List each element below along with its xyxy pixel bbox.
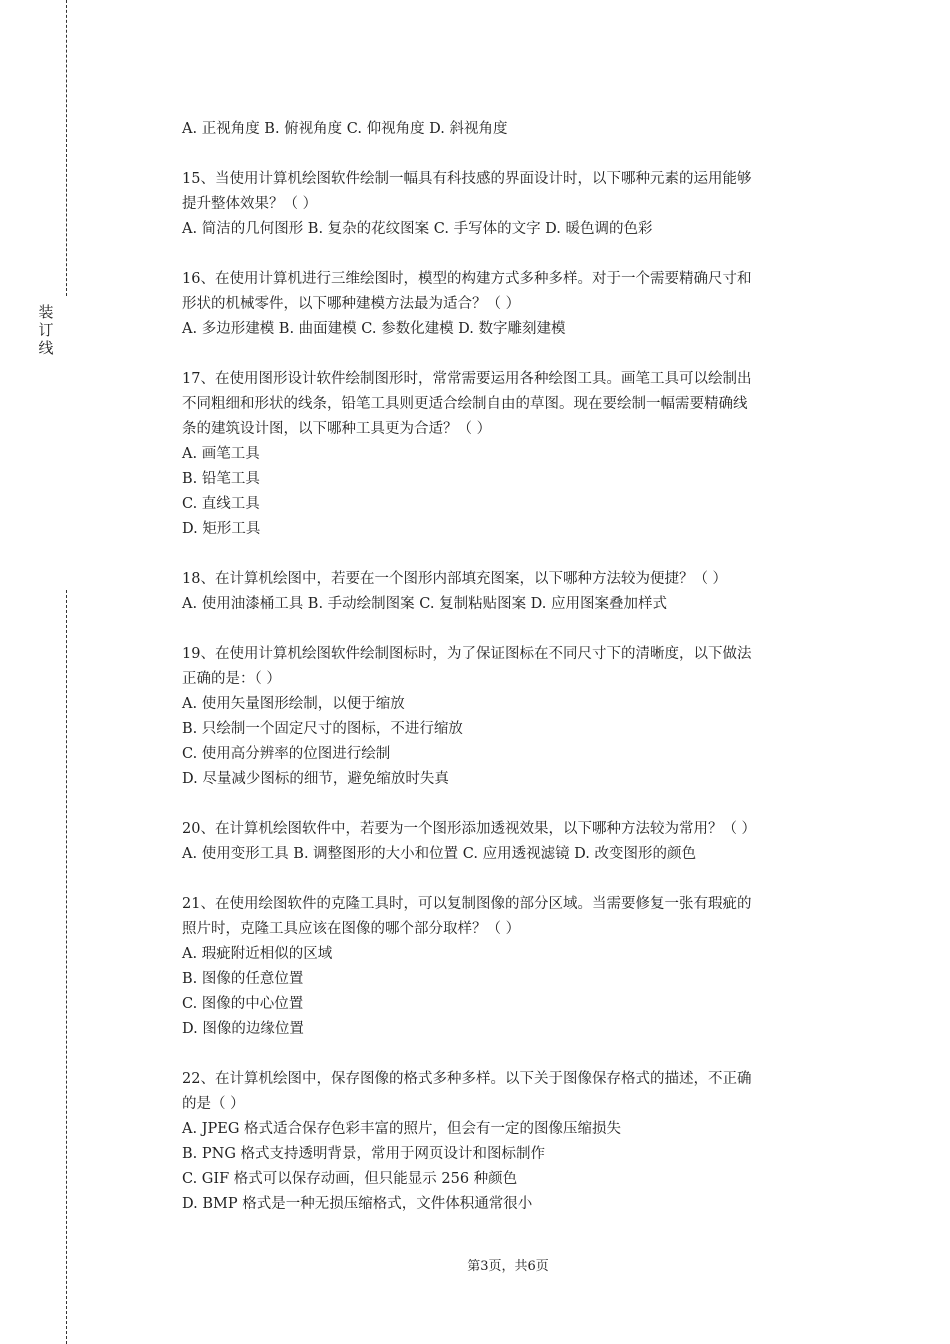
binding-dashed-line-bottom [66,590,67,1344]
page-footer: 第3页，共6页 [467,1259,549,1274]
question-line: B. 铅笔工具 [182,471,260,487]
question-line: A. 正视角度 B. 俯视角度 C. 仰视角度 D. 斜视角度 [182,121,508,137]
question-block [182,367,842,542]
question-line: A. 使用矢量图形绘制，以便于缩放 [182,696,405,712]
question-line: C. GIF 格式可以保存动画，但只能显示 256 种颜色 [182,1171,518,1187]
question-line: 不同粗细和形状的线条，铅笔工具则更适合绘制自由的草图。现在要绘制一幅需要精确线 [182,396,748,412]
question-block [182,642,842,792]
question-line: A. 多边形建模 B. 曲面建模 C. 参数化建模 D. 数字雕刻建模 [182,321,566,337]
question-line: A. 使用变形工具 B. 调整图形的大小和位置 C. 应用透视滤镜 D. 改变图形的颜色 [182,846,697,862]
question-line: 15、当使用计算机绘图软件绘制一幅具有科技感的界面设计时，以下哪种元素的运用能够 [182,171,752,187]
question-line: 21、在使用绘图软件的克隆工具时，可以复制图像的部分区域。当需要修复一张有瑕疵的 [182,896,752,912]
question-block [182,892,842,1042]
binding-char: 装 [38,303,54,321]
question-line: B. 图像的任意位置 [182,971,304,987]
binding-label [36,303,56,357]
binding-char: 订 [38,321,54,339]
question-line: C. 使用高分辨率的位图进行绘制 [182,746,391,762]
binding-char: 线 [38,339,54,357]
question-line: 形状的机械零件，以下哪种建模方法最为适合？（ ） [182,296,521,312]
question-line: 正确的是：（ ） [182,671,281,687]
question-line: B. 只绘制一个固定尺寸的图标，不进行缩放 [182,721,463,737]
question-line: 19、在使用计算机绘图软件绘制图标时，为了保证图标在不同尺寸下的清晰度，以下做法 [182,646,752,662]
question-block [182,167,842,242]
question-block [182,267,842,342]
question-line: 18、在计算机绘图中，若要在一个图形内部填充图案，以下哪种方法较为便捷？（ ） [182,571,728,587]
question-line: 提升整体效果？（ ） [182,196,318,212]
question-line: 16、在使用计算机进行三维绘图时，模型的构建方式多种多样。对于一个需要精确尺寸和 [182,271,752,287]
question-line: D. 矩形工具 [182,521,261,537]
question-line: D. 图像的边缘位置 [182,1021,304,1037]
question-line: A. 画笔工具 [182,446,260,462]
question-line: B. PNG 格式支持透明背景，常用于网页设计和图标制作 [182,1146,546,1162]
question-line: D. 尽量减少图标的细节，避免缩放时失真 [182,771,449,787]
question-block [182,1067,842,1217]
question-line: A. 瑕疵附近相似的区域 [182,946,333,962]
question-block [182,567,842,617]
question-line: A. 使用油漆桶工具 B. 手动绘制图案 C. 复制粘贴图案 D. 应用图案叠加样式 [182,596,668,612]
question-block [182,817,842,867]
question-line: 20、在计算机绘图软件中，若要为一个图形添加透视效果，以下哪种方法较为常用？（ ） [182,821,757,837]
question-line: 17、在使用图形设计软件绘制图形时，常常需要运用各种绘图工具。画笔工具可以绘制出 [182,371,752,387]
question-line: C. 直线工具 [182,496,260,512]
question-line: 照片时，克隆工具应该在图像的哪个部分取样？（ ） [182,921,521,937]
question-line: C. 图像的中心位置 [182,996,304,1012]
question-content [182,117,842,1242]
binding-dashed-line-top [66,0,67,296]
question-line: 22、在计算机绘图中，保存图像的格式多种多样。以下关于图像保存格式的描述，不正确 [182,1071,752,1087]
question-line: A. JPEG 格式适合保存色彩丰富的照片，但会有一定的图像压缩损失 [182,1121,622,1137]
question-line: 条的建筑设计图，以下哪种工具更为合适？（ ） [182,421,492,437]
question-line: 的是（ ） [182,1096,245,1112]
question-line: D. BMP 格式是一种无损压缩格式，文件体积通常很小 [182,1196,533,1212]
question-block [182,117,842,142]
question-line: A. 简洁的几何图形 B. 复杂的花纹图案 C. 手写体的文字 D. 暖色调的色彩 [182,221,653,237]
